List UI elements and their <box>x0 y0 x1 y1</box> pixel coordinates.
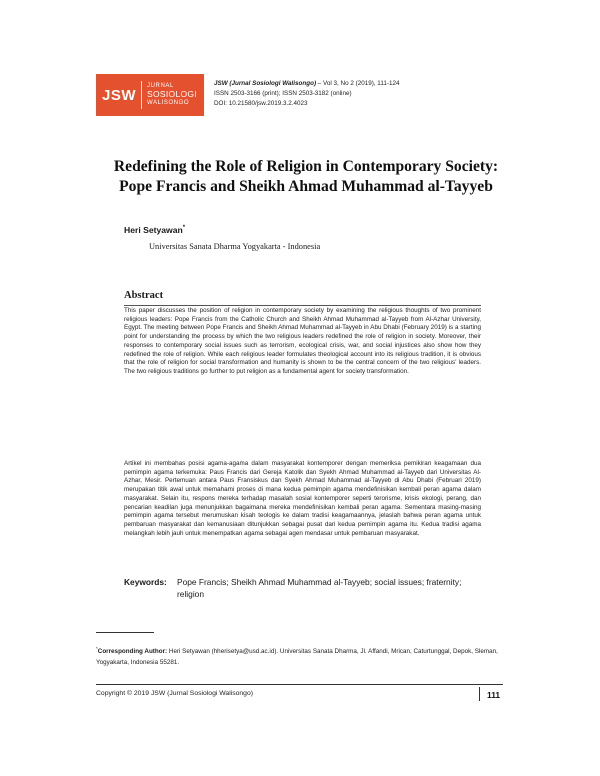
footer-divider <box>96 684 503 685</box>
logo-line-walisongo: WALISONGO <box>147 99 190 106</box>
author-affiliation: Universitas Sanata Dharma Yogyakarta - Indonesia <box>149 242 321 251</box>
footnote-label: Corresponding Author: <box>97 648 168 656</box>
footnote-text: Heri Setyawan (hherisetya@usd.ac.id). Universitas Sanata Dharma, Jl. Affandi, Mrican, Caturtunggal, Depok, Sleman, Yogyakarta, Indonesia 55281. <box>96 648 498 667</box>
journal-info <box>214 79 399 109</box>
abstract-english: This paper discusses the position of religion in contemporary society by examining the religious thoughts of two prominent religious leaders: Pope Francis from the Catholic Church and Sheikh Ahmad Muhammad al-Tayyeb from Al-Azhar University, Egypt. The meeting between Pope Francis and Sheikh Ahmad Muhammad al-Tayyeb in Abu Dhabi (February 2019) is a starting point for understanding the process by which the two religious leaders redefined the role of religion in society. Moreover, their responses to contemporary social issues such as terrorism, ecological crisis, war, and social injustices also show how they redefined the role of religion. While each religious leader formulates theological account into its religious tradition, it is obvious that the role of religion for social transformation and humanity is shown to be the central concern of the two religious' leaders. The two religious traditions go further to put religion as a fundamental agent for society transformation. <box>124 307 481 375</box>
page-number: 111 <box>487 690 501 700</box>
abstract-heading: Abstract <box>124 290 164 301</box>
abstract-indonesian: Artikel ini membahas posisi agama-agama dalam masyarakat kontemporer dengan memeriksa pemikiran keagamaan dua pemimpin agama terkemuka: Paus Francis dari Gereja Katolik dan Syekh Ahmad Muhammad al-Tayyeb dari Universitas Al-Azhar, Mesir. Pertemuan antara Paus Fransiskus dan Syekh Ahmad Muhammad al-Tayyeb di Abu Dhabi (Februari 2019) merupakan titik awal untuk memahami proses di mana kedua pemimpin agama mendefinisikan kembali peran agama dalam masyarakat. Selain itu, respons mereka terhadap masalah sosial kontemporer seperti terorisme, krisis ekologi, perang, dan pencarian keadilan juga menunjukkan bagaimana mereka mendefinisikan kembali peran agama. Sementara masing-masing pemimpin agama tersebut merumuskan kisah teologis ke dalam tradisi keagamaannya, jelaslah bahwa peran agama untuk pembaruan masyarakat dan kemanusiaan ditunjukkan sebagai pusat dari kedua pemimpin agama itu. Kedua tradisi agama melangkah lebih jauh untuk menempatkan agama sebagai agen mendasar untuk pembaruan masyarakat. <box>124 460 481 537</box>
author-name-text: Heri Setyawan <box>124 225 183 235</box>
page-number-separator <box>479 687 480 701</box>
abstract-divider <box>124 305 481 306</box>
logo-line-sosiologi: SOSIOLOGI <box>147 89 197 100</box>
keywords-label: Keywords: <box>124 577 167 587</box>
corresponding-author-footnote <box>96 643 516 668</box>
article-title <box>96 157 516 197</box>
article-title-line-1: Redefining the Role of Religion in Contemporary Society: <box>113 158 499 175</box>
logo-abbreviation: JSW <box>102 86 137 104</box>
keywords <box>124 576 484 600</box>
author-footnote-mark[interactable]: * <box>182 225 186 232</box>
logo-divider <box>141 81 142 109</box>
keywords-list: Pope Francis; Sheikh Ahmad Muhammad al-Tayyeb; social issues; fraternity; religion <box>177 577 462 599</box>
author-name <box>124 225 185 235</box>
copyright-notice: Copyright © 2019 JSW (Jurnal Sosiologi Walisongo) <box>96 690 253 697</box>
article-title-line-2: Pope Francis and Sheikh Ahmad Muhammad al-Tayyeb <box>119 178 493 195</box>
logo-wordmark <box>147 83 197 108</box>
logo-line-jurnal: JURNAL <box>147 82 174 89</box>
journal-volume: – Vol 3, No 2 (2019), 111-124 <box>316 80 400 87</box>
journal-issn: ISSN 2503-3166 (print); ISSN 2503-3182 (online) <box>214 90 352 97</box>
journal-citation <box>214 79 399 89</box>
journal-logo <box>96 74 204 116</box>
footnote-divider <box>96 632 154 633</box>
journal-doi[interactable]: DOI: 10.21580/jsw.2019.3.2.4023 <box>214 100 308 107</box>
footnote-mark: * <box>96 646 98 651</box>
journal-name: JSW (Jurnal Sosiologi Walisongo) <box>214 80 317 87</box>
